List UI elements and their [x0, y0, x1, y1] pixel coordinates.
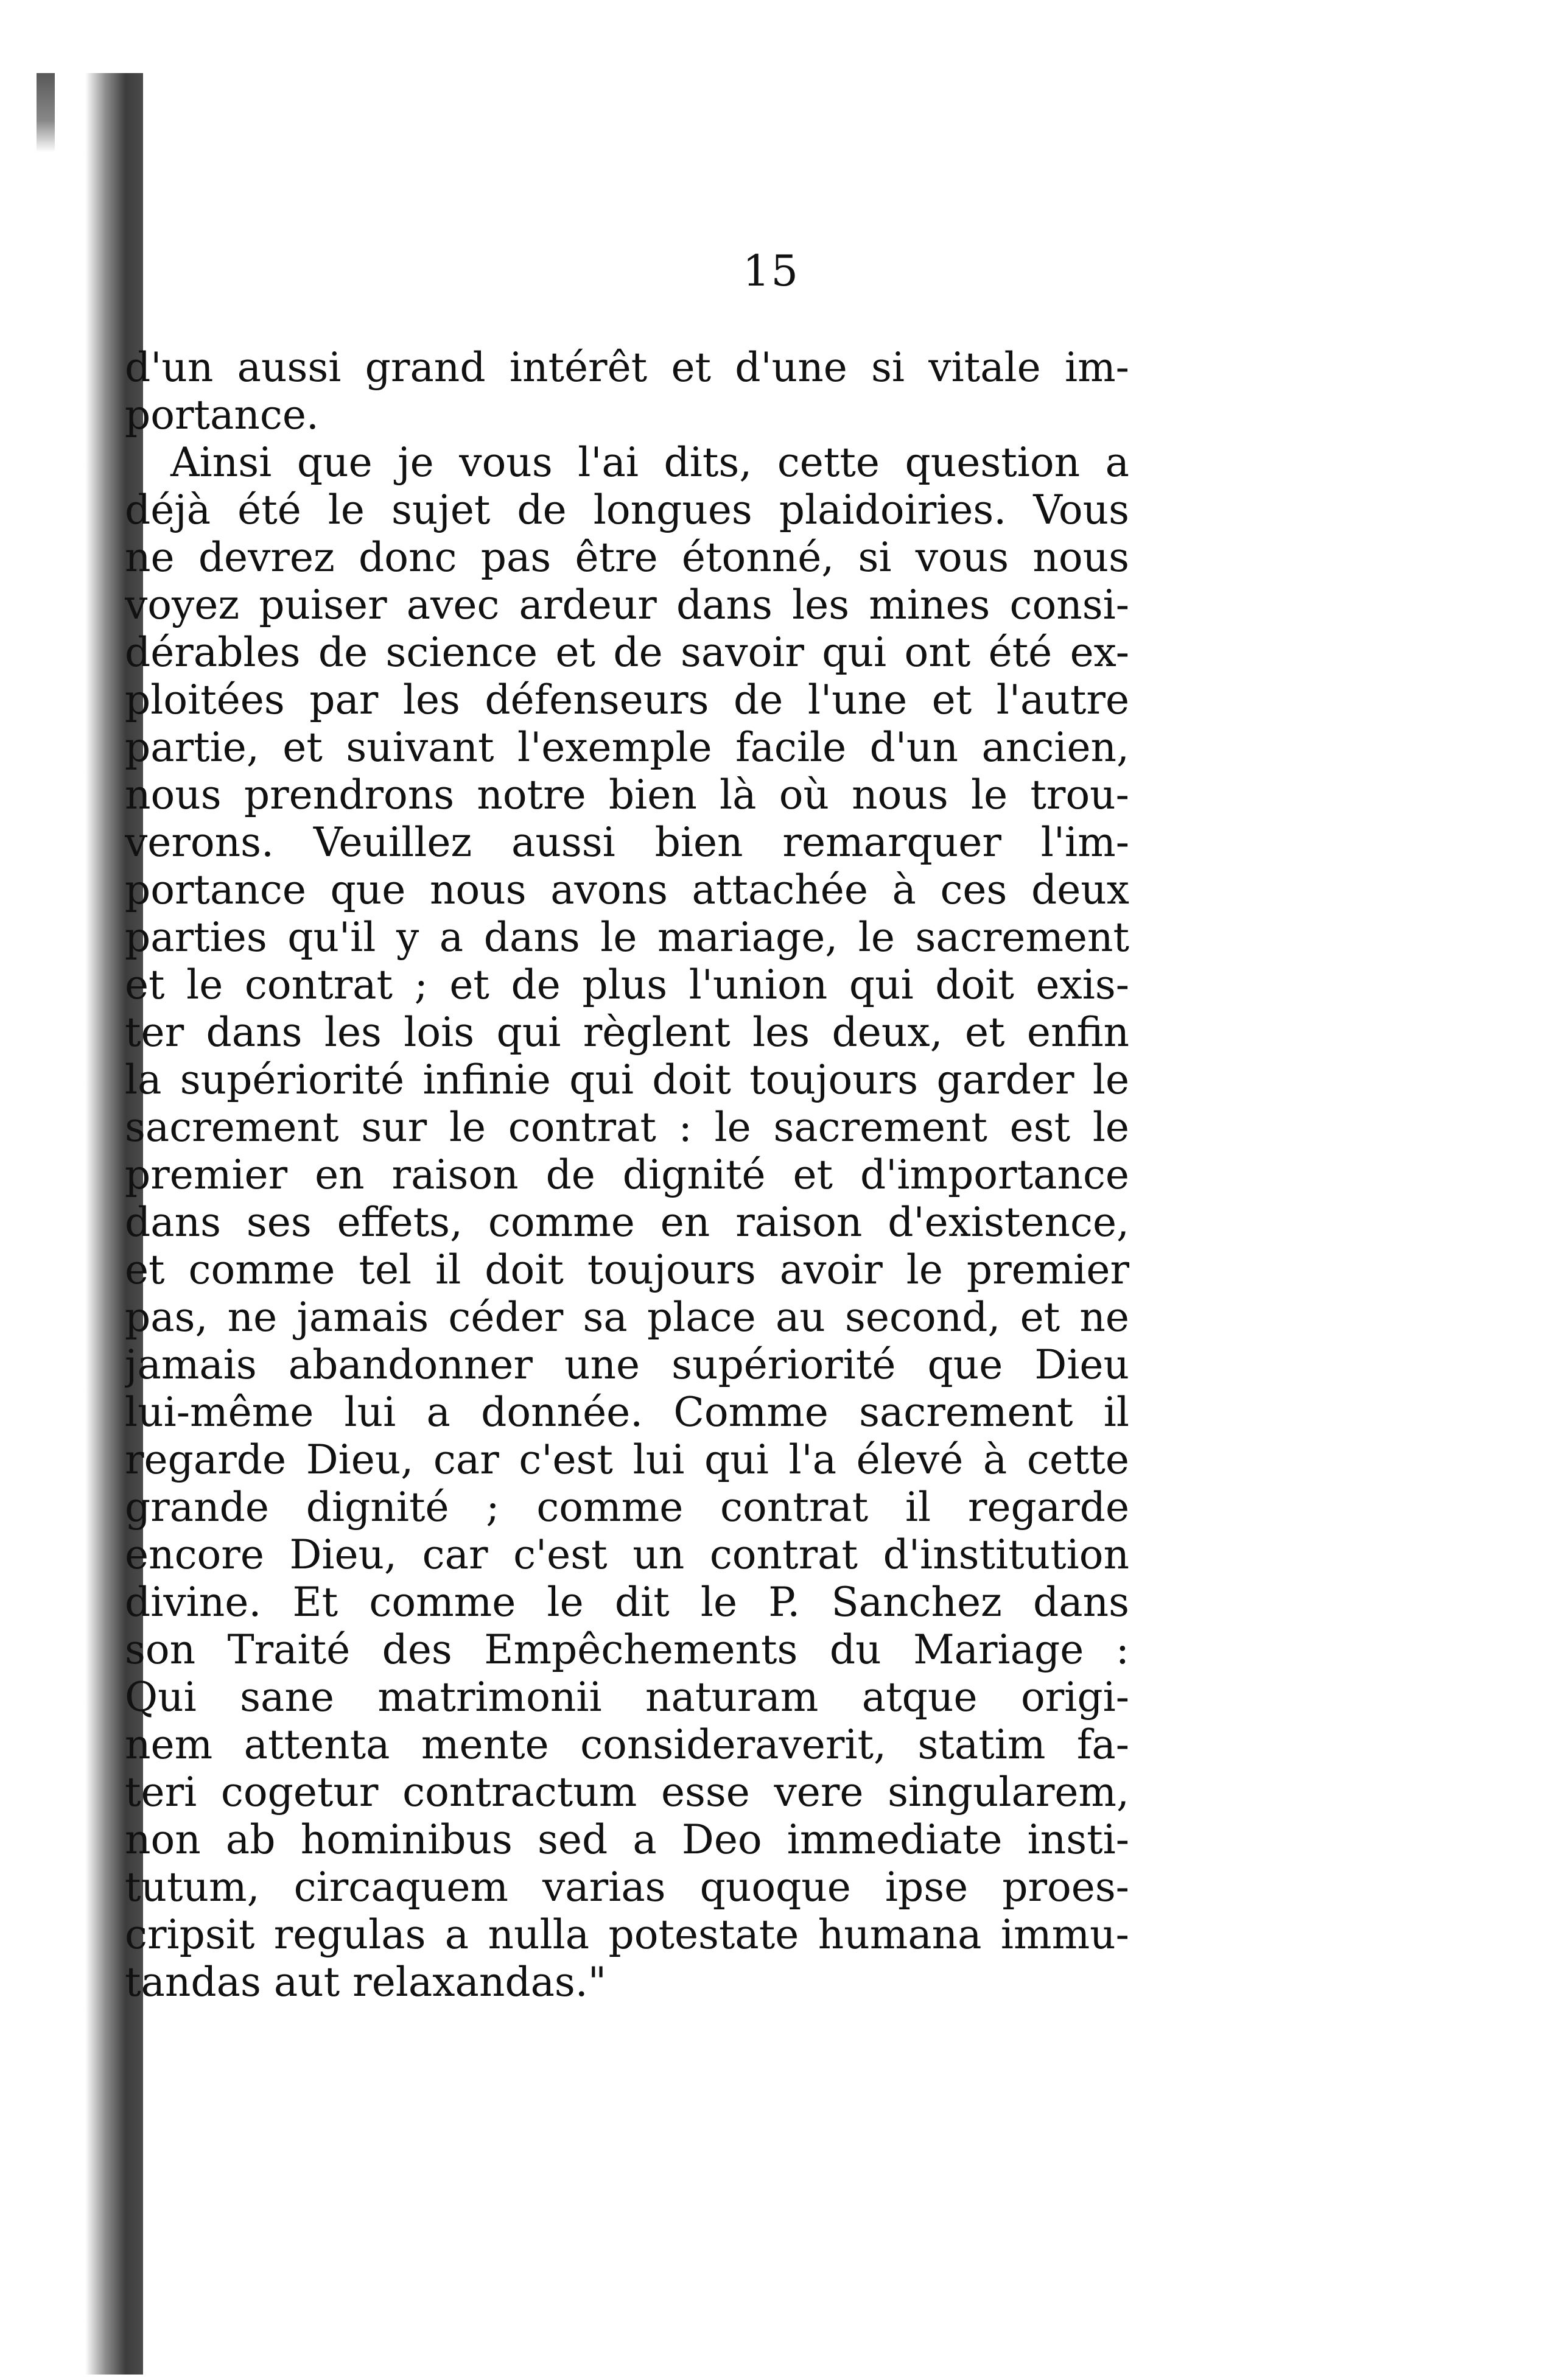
text-line: tutum, circaquem varias quoque ipse proes-: [125, 1864, 1129, 1911]
text-line: son Traité des Empêchements du Mariage :: [125, 1626, 1129, 1673]
text-line: Ainsi que je vous l'ai dits, cette question a: [170, 439, 1129, 486]
text-line: d'un aussi grand intérêt et d'une si vitale im-: [125, 344, 1129, 391]
text-line: et le contrat ; et de plus l'union qui doit exis-: [125, 961, 1129, 1008]
text-line: partie, et suivant l'exemple facile d'un ancien,: [125, 724, 1129, 771]
text-line: tandas aut relaxandas.": [125, 1959, 607, 2006]
text-line: pas, ne jamais céder sa place au second, et ne: [125, 1294, 1129, 1341]
text-line: parties qu'il y a dans le mariage, le sacrement: [125, 914, 1129, 961]
text-line: grande dignité ; comme contrat il regarde: [125, 1484, 1129, 1531]
text-line: déjà été le sujet de longues plaidoiries. Vous: [125, 486, 1129, 533]
text-line: non ab hominibus sed a Deo immediate insti-: [125, 1816, 1129, 1863]
text-line: lui-même lui a donnée. Comme sacrement il: [125, 1389, 1129, 1436]
text-line: regarde Dieu, car c'est lui qui l'a élevé à cette: [125, 1436, 1129, 1483]
text-line: nem attenta mente consideraverit, statim fa-: [125, 1721, 1129, 1768]
text-line: dérables de science et de savoir qui ont été ex-: [125, 629, 1129, 676]
text-line: jamais abandonner une supériorité que Dieu: [125, 1341, 1129, 1388]
text-line: premier en raison de dignité et d'importance: [125, 1151, 1129, 1198]
text-line: Qui sane matrimonii naturam atque origi-: [125, 1674, 1129, 1721]
text-line: divine. Et comme le dit le P. Sanchez dans: [125, 1579, 1129, 1626]
text-line: portance.: [125, 391, 319, 438]
page-number: 15: [742, 246, 800, 296]
text-line: cripsit regulas a nulla potestate humana immu-: [125, 1911, 1129, 1958]
text-line: ne devrez donc pas être étonné, si vous nous: [125, 534, 1129, 581]
text-line: ter dans les lois qui règlent les deux, et enfin: [125, 1009, 1129, 1056]
text-line: ploitées par les défenseurs de l'une et l'autre: [125, 676, 1129, 723]
text-line: teri cogetur contractum esse vere singularem,: [125, 1769, 1129, 1816]
text-line: portance que nous avons attachée à ces deux: [125, 866, 1129, 913]
text-line: dans ses effets, comme en raison d'existence,: [125, 1199, 1129, 1246]
page-binding-edge: [37, 73, 55, 152]
text-line: sacrement sur le contrat : le sacrement est le: [125, 1104, 1129, 1151]
text-line: verons. Veuillez aussi bien remarquer l'im-: [125, 819, 1129, 866]
text-line: la supériorité infinie qui doit toujours garder le: [125, 1056, 1129, 1103]
text-line: encore Dieu, car c'est un contrat d'institution: [125, 1531, 1129, 1578]
text-line: nous prendrons notre bien là où nous le trou-: [125, 771, 1129, 818]
text-line: et comme tel il doit toujours avoir le premier: [125, 1246, 1129, 1293]
text-line: voyez puiser avec ardeur dans les mines consi-: [125, 581, 1129, 628]
body-text: [125, 344, 1129, 2006]
